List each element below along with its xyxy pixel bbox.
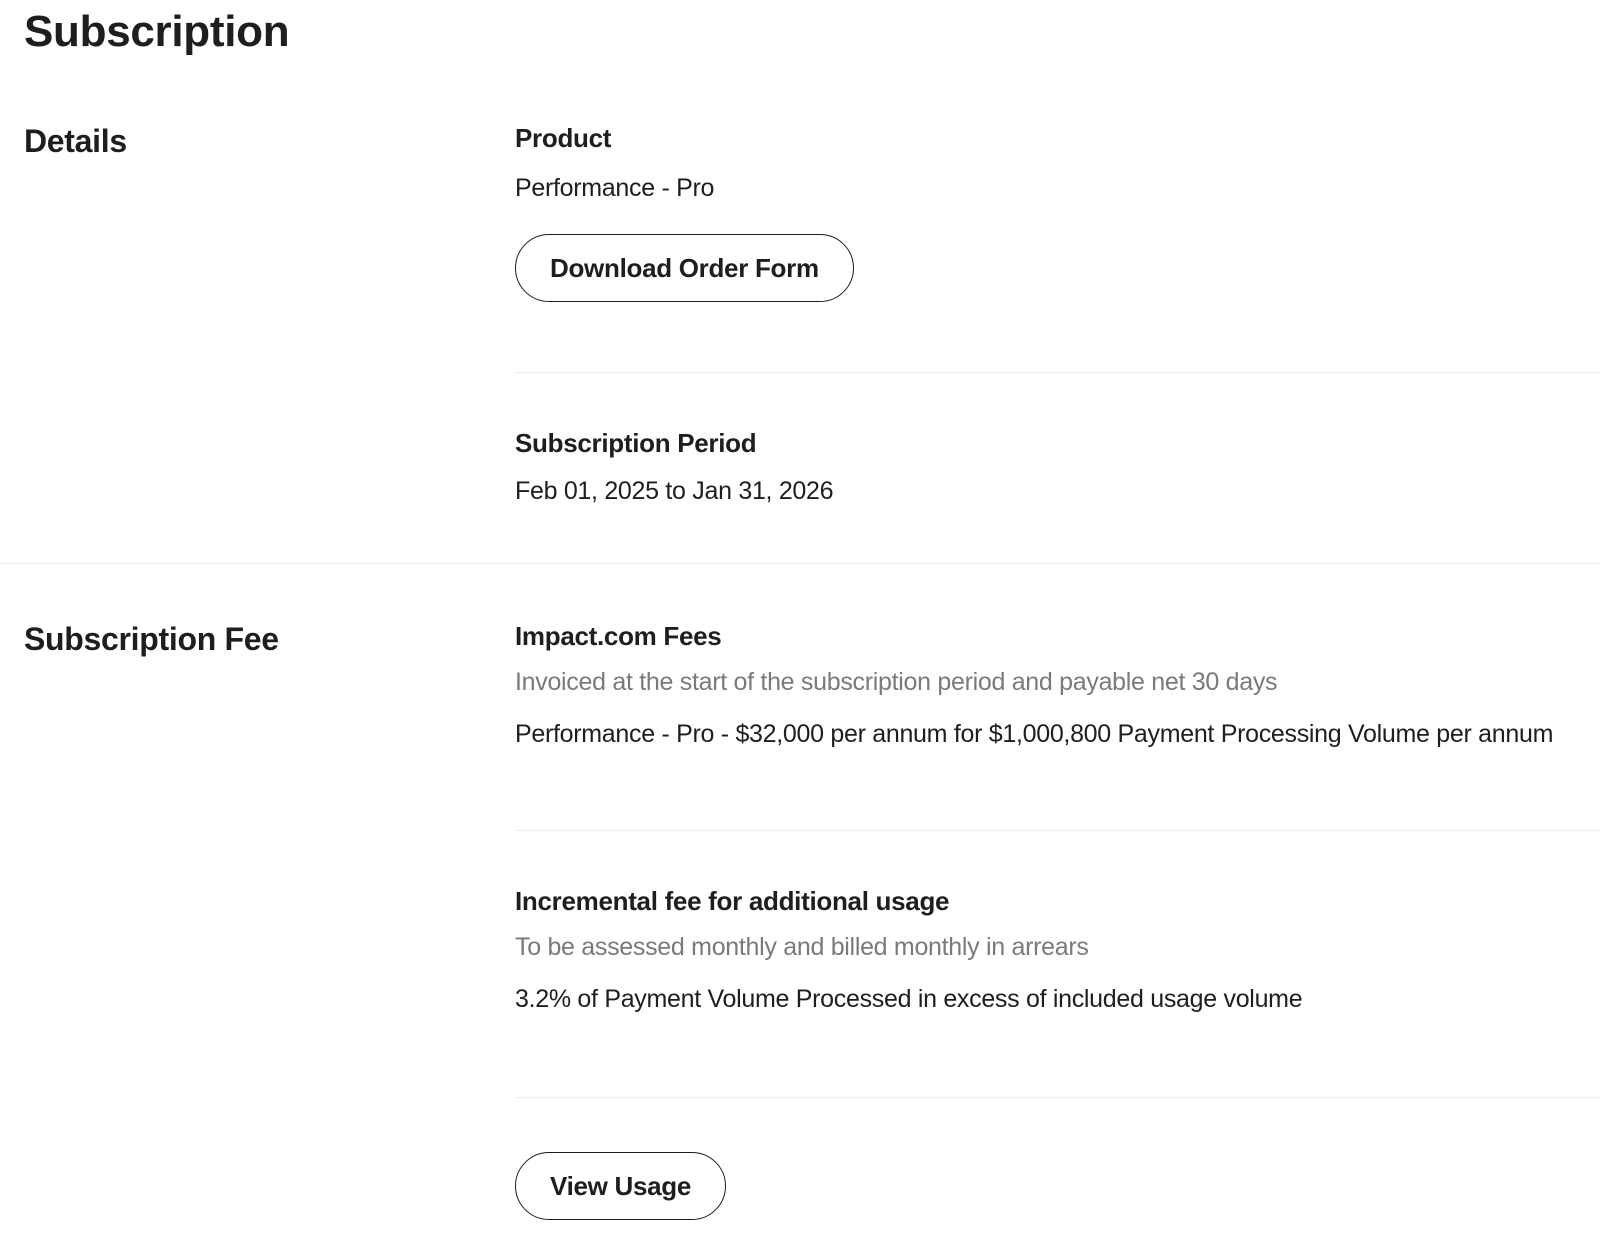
subscription-fee-section [0, 564, 1600, 1240]
subscription-fee-heading: Subscription Fee [24, 621, 279, 657]
details-section [0, 122, 1600, 563]
subscription-period-value: Feb 01, 2025 to Jan 31, 2026 [515, 477, 834, 505]
view-usage-group [515, 1098, 1600, 1240]
details-section-content [515, 122, 1600, 507]
product-group [515, 122, 1600, 302]
incremental-fee-label: Incremental fee for additional usage [515, 886, 950, 916]
page-title: Subscription [24, 7, 290, 56]
impact-fees-label: Impact.com Fees [515, 621, 722, 651]
impact-fees-note: Invoiced at the start of the subscription period and payable net 30 days [515, 668, 1278, 696]
incremental-fee-note: To be assessed monthly and billed monthly in arrears [515, 933, 1089, 961]
details-heading: Details [24, 123, 127, 159]
download-order-form-button[interactable]: Download Order Form [515, 234, 854, 302]
impact-fees-value: Performance - Pro - $32,000 per annum for $1,000,800 Payment Processing Volume per annum [515, 720, 1554, 748]
subscription-fee-section-content [515, 620, 1600, 1240]
subscription-fee-section-left [24, 620, 515, 1240]
view-usage-button[interactable]: View Usage [515, 1152, 726, 1220]
product-value: Performance - Pro [515, 174, 715, 202]
subscription-period-group [515, 373, 1600, 507]
product-label: Product [515, 123, 612, 153]
impact-fees-group [515, 620, 1600, 750]
subscription-period-label: Subscription Period [515, 428, 757, 458]
details-section-left [24, 122, 515, 507]
incremental-fee-group [515, 831, 1600, 1015]
incremental-fee-value: 3.2% of Payment Volume Processed in excess of included usage volume [515, 985, 1303, 1013]
